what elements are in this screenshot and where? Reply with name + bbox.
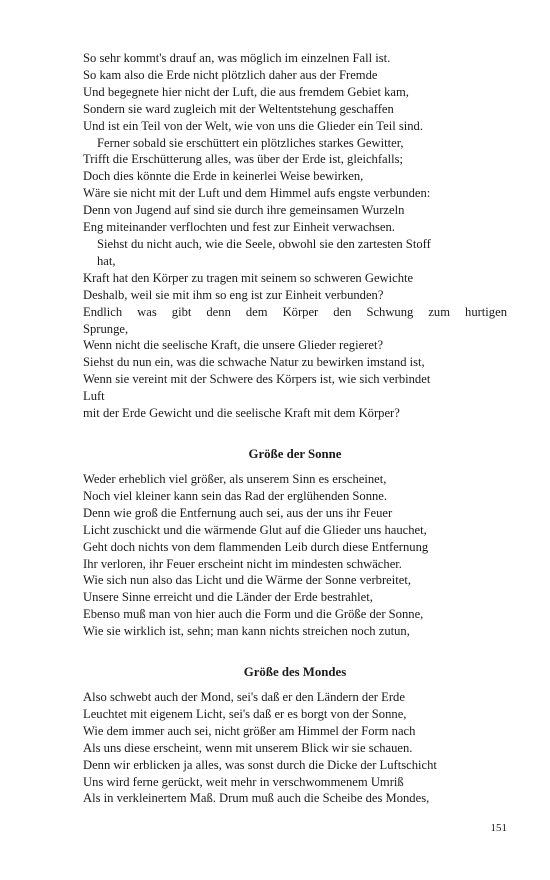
verse-line: Und ist ein Teil von der Welt, wie von uns die Glieder ein Teil sind. (83, 118, 423, 133)
verse-line: Ihr verloren, ihr Feuer erscheint nicht im mindesten schwächer. (83, 556, 402, 571)
verse-line: Als uns diese erscheint, wenn mit unserem Blick wir sie schauen. (83, 740, 413, 755)
verse-line: Siehst du nun ein, was die schwache Natur zu bewirken imstand ist, (83, 355, 425, 370)
verse-line: Wäre sie nicht mit der Luft und dem Himmel aufs engste verbunden: (83, 186, 431, 201)
poem-section-moon (83, 689, 507, 807)
page-number: 151 (490, 822, 507, 834)
verse-line: Denn wie groß die Entfernung auch sei, aus der uns ihr Feuer (83, 505, 393, 520)
verse-line: Eng miteinander verflochten und fest zur Einheit verwachsen. (83, 220, 395, 235)
verse-line: Unsere Sinne erreicht und die Länder der Erde bestrahlet, (83, 590, 373, 605)
verse-line: Trifft die Erschütterung alles, was über der Erde ist, gleichfalls; (83, 152, 404, 167)
verse-line: Weder erheblich viel größer, als unserem Sinn es erscheinet, (83, 472, 387, 486)
verse-line: Geht doch nichts von dem flammenden Leib durch diese Entfernung (83, 539, 429, 554)
verse-line: Wie sie wirklich ist, sehn; man kann nichts streichen noch zutun, (83, 624, 410, 639)
verse-line: Wie dem immer auch sei, nicht größer am Himmel der Form nach (83, 723, 416, 738)
verse-line: So kam also die Erde nicht plötzlich daher aus der Fremde (83, 67, 378, 82)
verse-line: hat, (97, 253, 116, 268)
section-heading: Größe der Sonne (248, 447, 342, 461)
verse-line: mit der Erde Gewicht und die seelische Kraft mit dem Körper? (83, 406, 400, 421)
verse-line: Noch viel kleiner kann sein das Rad der erglühenden Sonne. (83, 488, 388, 503)
verse-line: Also schwebt auch der Mond, sei's daß er den Ländern der Erde (83, 690, 405, 704)
poem-section-continuation (83, 50, 507, 422)
section-heading: Größe des Mondes (243, 665, 347, 679)
verse-line: Wie sich nun also das Licht und die Wärme der Sonne verbreitet, (83, 573, 411, 588)
verse-line: Ferner sobald sie erschüttert ein plötzliches starkes Gewitter, (97, 135, 404, 150)
verse-line: Wenn sie vereint mit der Schwere des Körpers ist, wie sich verbindet (83, 372, 431, 387)
verse-line: Licht zuschickt und die wärmende Glut auf die Glieder uns hauchet, (83, 522, 427, 537)
verse-line: Und begegnete hier nicht der Luft, die aus fremdem Gebiet kam, (83, 84, 409, 99)
verse-line: Luft (83, 389, 105, 404)
verse-line: Kraft hat den Körper zu tragen mit seinem so schweren Gewichte (83, 270, 414, 285)
verse-line: Denn wir erblicken ja alles, was sonst durch die Dicke der Luftschicht (83, 757, 437, 772)
verse-line: Uns wird ferne gerückt, weit mehr in verschwommenem Umriß (83, 774, 404, 789)
verse-line: So sehr kommt's drauf an, was möglich im einzelnen Fall ist. (83, 51, 391, 65)
verse-line: Deshalb, weil sie mit ihm so eng ist zur Einheit verbunden? (83, 287, 384, 302)
verse-line: Leuchtet mit eigenem Licht, sei's daß er es borgt von der Sonne, (83, 706, 407, 721)
verse-line: Als in verkleinertem Maß. Drum muß auch die Scheibe des Mondes, (83, 791, 430, 806)
verse-line: Wenn nicht die seelische Kraft, die unsere Glieder regieret? (83, 338, 384, 353)
verse-line: Doch dies könnte die Erde in keinerlei Weise bewirken, (83, 169, 364, 184)
verse-line: Ebenso muß man von hier auch die Form und die Größe der Sonne, (83, 607, 424, 622)
verse-line: Siehst du nicht auch, wie die Seele, obwohl sie den zartesten Stoff (97, 236, 431, 251)
poem-section-sun (83, 471, 507, 640)
verse-line: Sprunge, (83, 321, 129, 336)
verse-line: Endlich was gibt denn dem Körper den Schwung zum hurtigen (83, 304, 507, 319)
verse-line: Denn von Jugend auf sind sie durch ihre gemeinsamen Wurzeln (83, 203, 405, 218)
verse-line: Sondern sie ward zugleich mit der Weltentstehung geschaffen (83, 101, 394, 116)
